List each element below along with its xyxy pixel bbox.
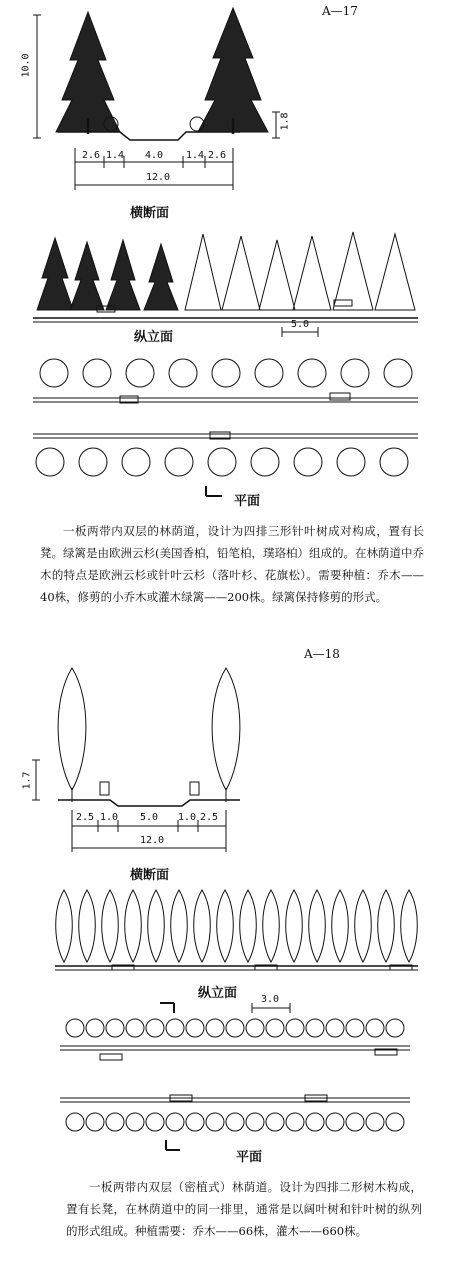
- a18-elevation-caption: 纵立面: [198, 986, 238, 1001]
- a18-dim-segment-2: 1.0: [100, 812, 119, 823]
- a17-cross-section-drawing: [33, 8, 280, 190]
- a18-dim-segment-4: 1.0: [178, 812, 197, 823]
- a18-cross-section-drawing: [32, 668, 240, 852]
- a17-dim-segment-4: 1.4: [186, 150, 205, 161]
- figure-code-a17: A—17: [322, 4, 358, 18]
- a17-dim-segment-2: 1.4: [106, 150, 125, 161]
- a17-cross-section-caption: 横断面: [130, 206, 170, 221]
- a18-elevation-spacing: 3.0: [261, 994, 280, 1005]
- a18-plan-drawing: [60, 1019, 410, 1150]
- a17-dim-segment-3: 4.0: [145, 150, 164, 161]
- a17-paragraph: 一板两带内双层的林荫道，设计为四排三形针叶树成对构成，置有长凳。绿篱是由欧洲云杉(美国香柏，铅笔柏，璞珞柏）组成的。在林荫道中乔木的特点是欧洲云杉或针叶云杉（落叶杉、花旗松）。需要种植：乔木——40株，修剪的小乔木或灌木绿篱——200株。绿篱保持修剪的形式。: [40, 524, 424, 604]
- a17-small-dim: 1.8: [279, 112, 291, 131]
- a18-dim-total: 12.0: [140, 835, 165, 846]
- a18-cross-section-caption: 横断面: [130, 868, 170, 883]
- figure-code-a18: A—18: [304, 647, 340, 661]
- a18-height-dim: 1.7: [21, 771, 33, 790]
- a18-dim-segment-3: 5.0: [140, 812, 159, 823]
- a17-elevation-caption: 纵立面: [134, 330, 174, 345]
- a17-dim-segment-5: 2.6: [208, 150, 227, 161]
- a17-plan-drawing: [33, 359, 418, 496]
- a18-plan-caption: 平面: [236, 1150, 263, 1165]
- a18-dim-segment-1: 2.5: [76, 812, 95, 823]
- a18-dim-segment-5: 2.5: [200, 812, 219, 823]
- a17-plan-caption: 平面: [234, 494, 261, 509]
- a17-height-dim: 10.0: [20, 53, 32, 78]
- a17-dim-segment-1: 2.6: [82, 150, 101, 161]
- a18-paragraph: 一板两带内双层（密植式）林荫道。设计为四排二形树木构成，置有长凳，在林荫道中的同一排里，通常是以阔叶树和针叶树的纵列的形式组成。种植需要：乔木——66株，灌木——660株。: [66, 1180, 422, 1238]
- a17-elevation-spacing: 5.0: [291, 319, 310, 330]
- a17-elevation-drawing: [33, 232, 418, 337]
- a17-dim-total: 12.0: [146, 172, 171, 183]
